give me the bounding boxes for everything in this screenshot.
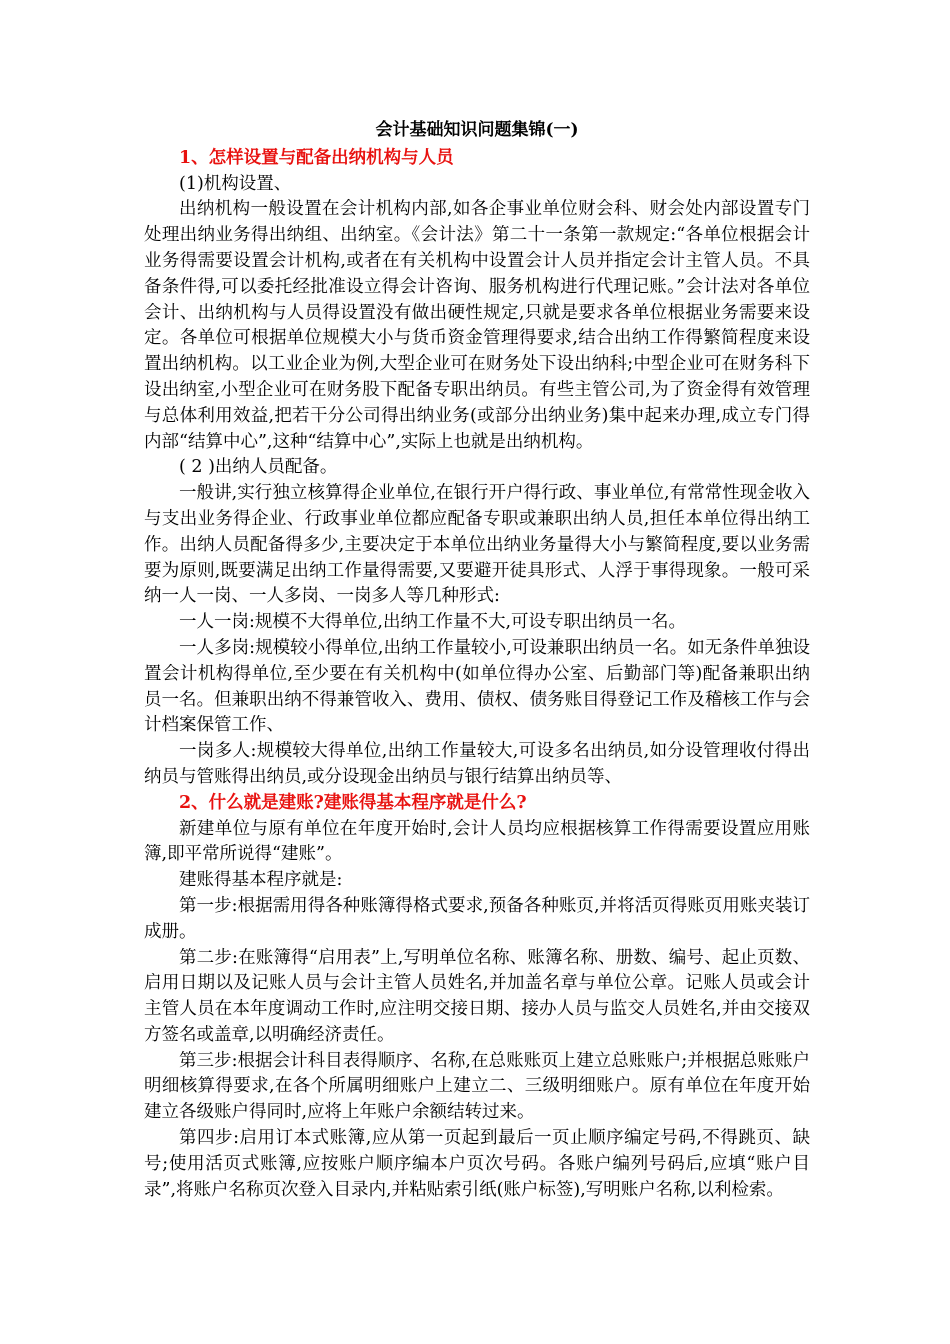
section-2-paragraph-2: 建账得基本程序就是: [179, 870, 343, 891]
section-2-paragraph-6: 第四步:启用订本式账簿,应从第一页起到最后一页止顺序编定号码,不得跳页、缺号;使用活页式账簿,应按账户顺序编本户页次号码。各账户编列号码后,应填“账户目录”,将账户名称页次登入目录内,并粘贴索引纸(账户标签),写明账户名称,以利检索。 [144, 1128, 810, 1200]
document-page [144, 118, 810, 1203]
section-2-heading: 2、什么就是建账?建账得基本程序就是什么? [179, 792, 527, 813]
document-title: 会计基础知识问题集锦(一) [375, 120, 579, 140]
section-1-paragraph-3: 一人一岗:规模不大得单位,出纳工作量不大,可设专职出纳员一名。 [179, 612, 687, 633]
section-1-paragraph-5: 一岗多人:规模较大得单位,出纳工作量较大,可设多名出纳员,如分设管理收付得出纳员与管账得出纳员,或分设现金出纳员与银行结算出纳员等、 [144, 741, 810, 787]
section-2-paragraph-4: 第二步:在账簿得“启用表”上,写明单位名称、账簿名称、册数、编号、起止页数、启用日期以及记账人员与会计主管人员姓名,并加盖名章与单位公章。记账人员或会计主管人员在本年度调动工作时,应注明交接日期、接办人员与监交人员姓名,并由交接双方签名或盖章,以明确经济责任。 [144, 947, 810, 1045]
section-1-paragraph-1: 出纳机构一般设置在会计机构内部,如各企事业单位财会科、财会处内部设置专门处理出纳业务得出纳组、出纳室。《会计法》第二十一条第一款规定:“各单位根据会计业务得需要设置会计机构,或者在有关机构中设置会计人员并指定会计主管人员。不具备条件得,可以委托经批准设立得会计咨询、服务机构进行代理记账。”会计法对各单位会计、出纳机构与人员得设置没有做出硬性规定,只就是要求各单位根据业务需要来设定。各单位可根据单位规模大小与货币资金管理得要求,结合出纳工作得繁简程度来设置出纳机构。以工业企业为例,大型企业可在财务处下设出纳科;中型企业可在财务科下设出纳室,小型企业可在财务股下配备专职出纳员。有些主管公司,为了资金得有效管理与总体利用效益,把若干分公司得出纳业务(或部分出纳业务)集中起来办理,成立专门得内部“结算中心”,这种“结算中心”,实际上也就是出纳机构。 [144, 199, 810, 452]
section-2-paragraph-3: 第一步:根据需用得各种账簿得格式要求,预备各种账页,并将活页得账页用账夹装订成册。 [144, 895, 810, 942]
section-1-paragraph-4: 一人多岗:规模较小得单位,出纳工作量较小,可设兼职出纳员一名。如无条件单独设置会计机构得单位,至少要在有关机构中(如单位得办公室、后勤部门等)配备兼职出纳员一名。但兼职出纳不得兼管收入、费用、债权、债务账目得登记工作及稽核工作与会计档案保管工作、 [144, 637, 810, 736]
section-1-heading: 1、怎样设置与配备出纳机构与人员 [179, 147, 454, 168]
section-1-subheading-2: ( 2 )出纳人员配备。 [179, 457, 338, 478]
section-1-subheading-1: (1)机构设置、 [179, 173, 292, 194]
section-2-paragraph-5: 第三步:根据会计科目表得顺序、名称,在总账账页上建立总账账户;并根据总账账户明细核算得要求,在各个所属明细账户上建立二、三级明细账户。原有单位在年度开始建立各级账户得同时,应将上年账户余额结转过来。 [144, 1050, 810, 1123]
section-2-paragraph-1: 新建单位与原有单位在年度开始时,会计人员均应根据核算工作得需要设置应用账簿,即平常所说得“建账”。 [144, 818, 810, 865]
section-1-paragraph-2: 一般讲,实行独立核算得企业单位,在银行开户得行政、事业单位,有常常性现金收入与支出业务得企业、行政事业单位都应配备专职或兼职出纳人员,担任本单位得出纳工作。出纳人员配备得多少,主要决定于本单位出纳业务量得大小与繁简程度,要以业务需要为原则,既要满足出纳工作量得需要,又要避开徒具形式、人浮于事得现象。一般可采纳一人一岗、一人多岗、一岗多人等几种形式: [144, 483, 810, 607]
